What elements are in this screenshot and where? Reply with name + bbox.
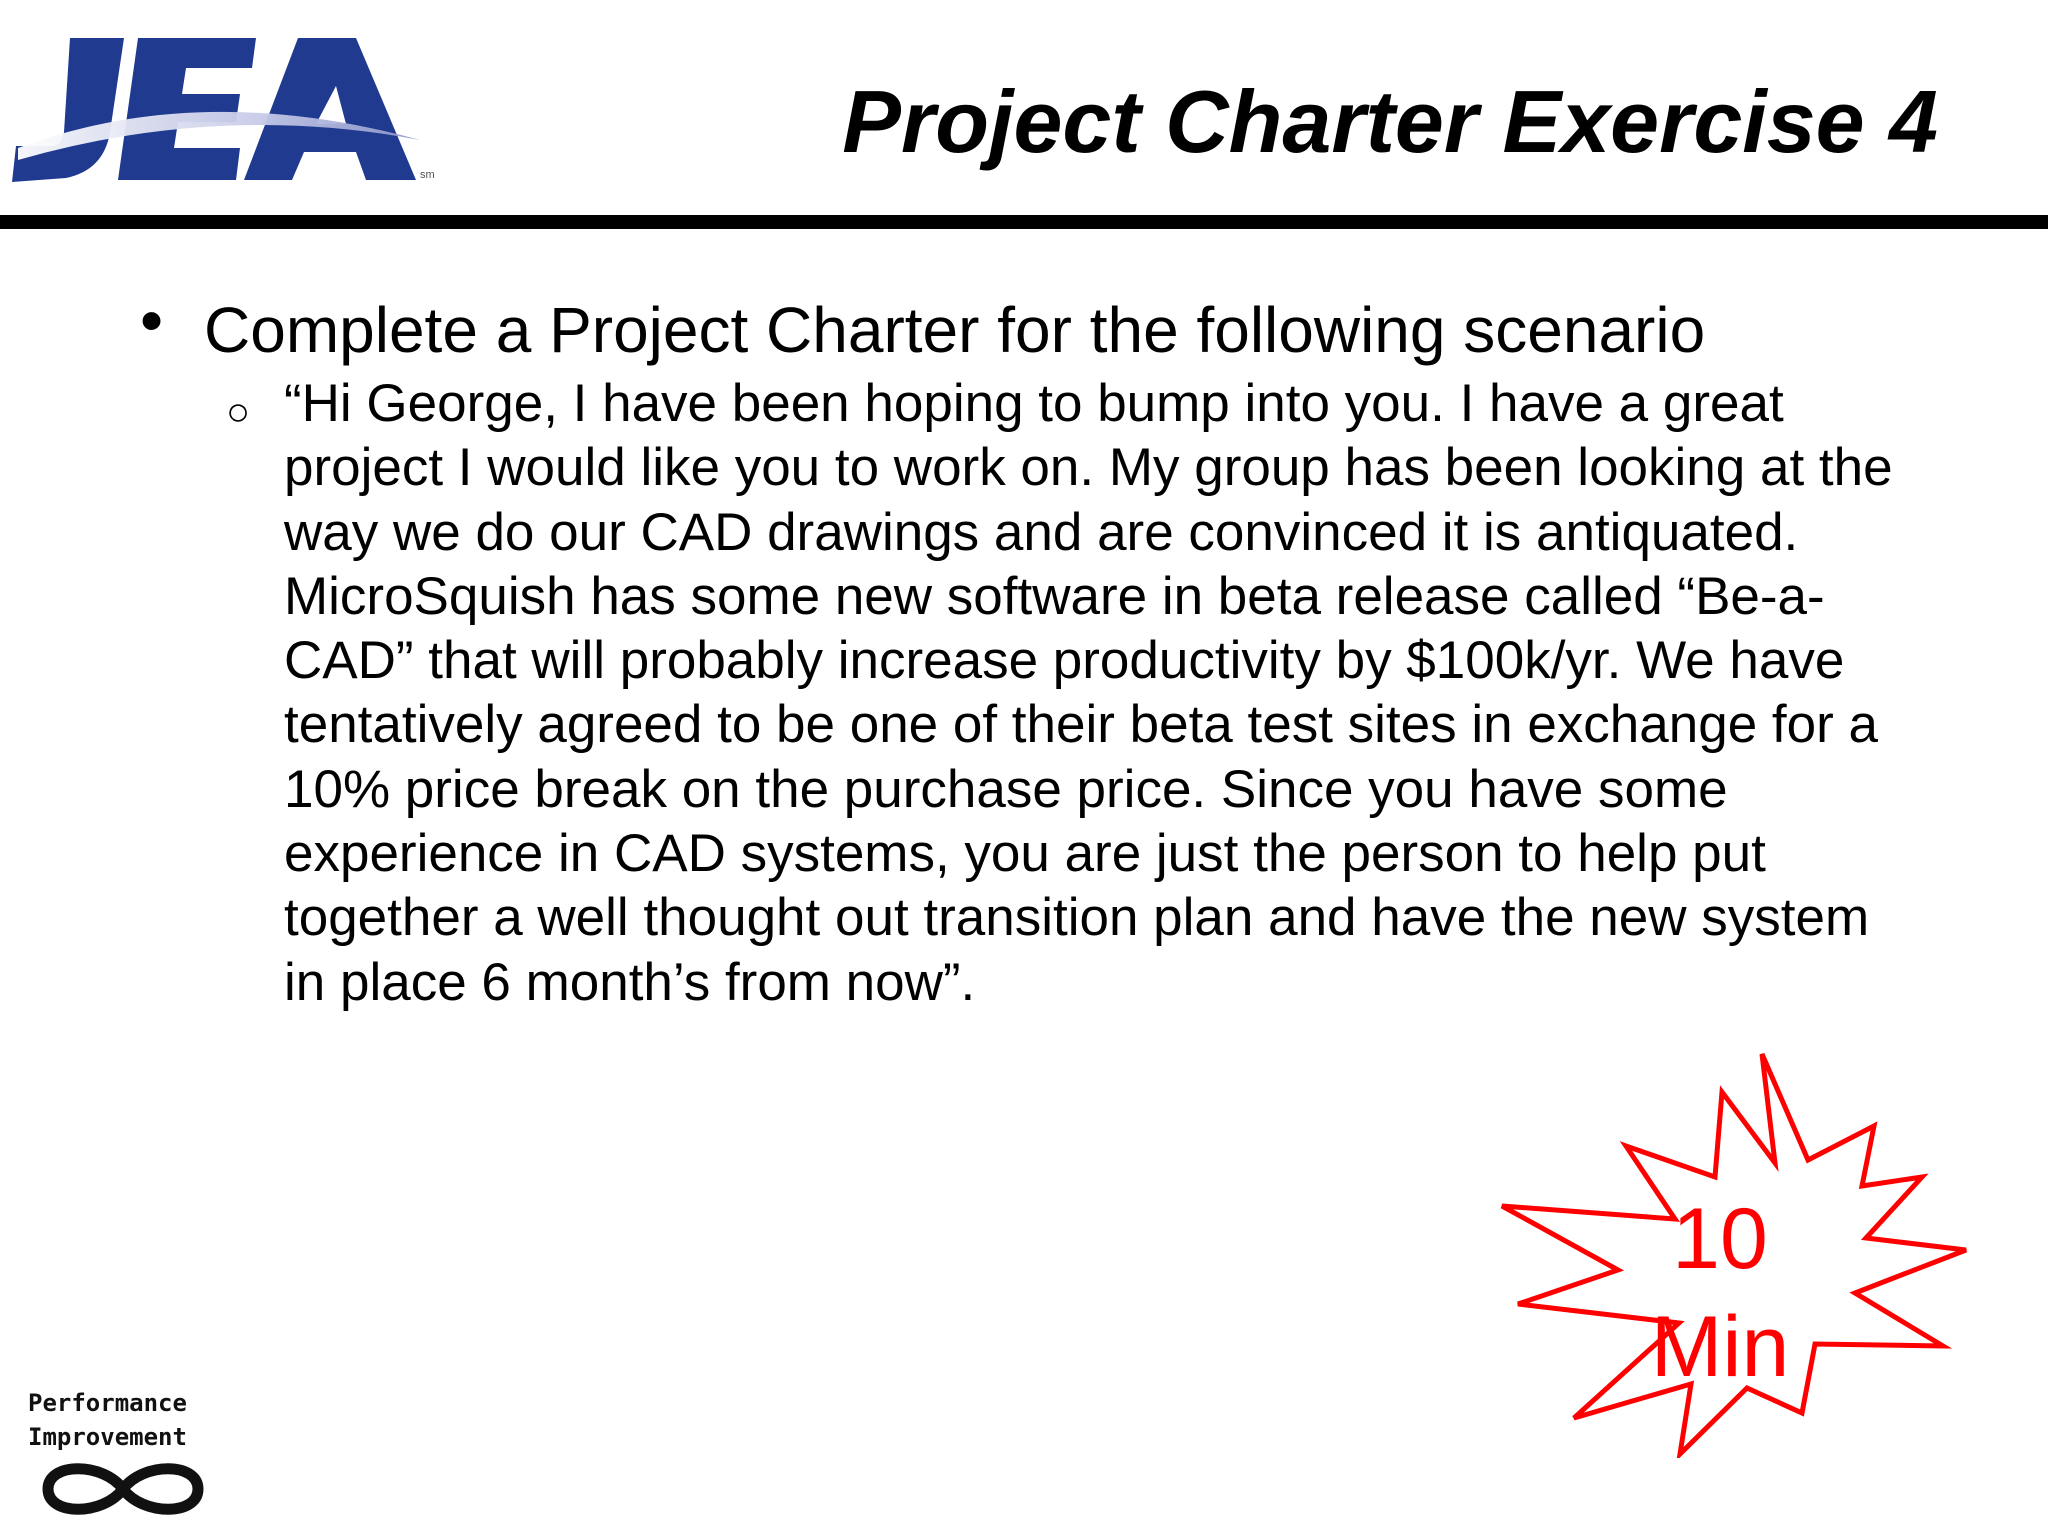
infinity-icon (28, 1454, 218, 1524)
main-bullet-text: Complete a Project Charter for the following scenario (204, 294, 1706, 366)
header-divider (0, 215, 2048, 229)
timer-unit: Min (1650, 1299, 1790, 1395)
logo-service-mark: sm (420, 169, 435, 181)
jea-logo (0, 20, 460, 200)
slide-title: Project Charter Exercise 4 (842, 72, 1938, 171)
pi-logo-line1: Performance (28, 1389, 187, 1417)
timer-label (1620, 1185, 1820, 1401)
timer-number: 10 (1672, 1191, 1768, 1287)
scenario-text: “Hi George, I have been hoping to bump into you. I have a great project I would like you to work on. My group has been looking at the way we do our CAD drawings and are convinced it is antiquated. MicroSquish has some new software in beta release called “Be-a-CAD” that will probably increase productivity by $100k/yr. We have tentatively agreed to be one of their beta test sites in exchange for a 10% price break on the purchase price. Since you have some experience in CAD systems, you are just the person to help put together a well thought out transition plan and have the new system in place 6 month’s from now”. (284, 374, 1893, 1012)
performance-improvement-logo (28, 1386, 218, 1526)
sub-bullet-icon: ○ (226, 390, 251, 434)
bullet-icon: • (140, 283, 164, 357)
pi-logo-line2: Improvement (28, 1423, 187, 1451)
